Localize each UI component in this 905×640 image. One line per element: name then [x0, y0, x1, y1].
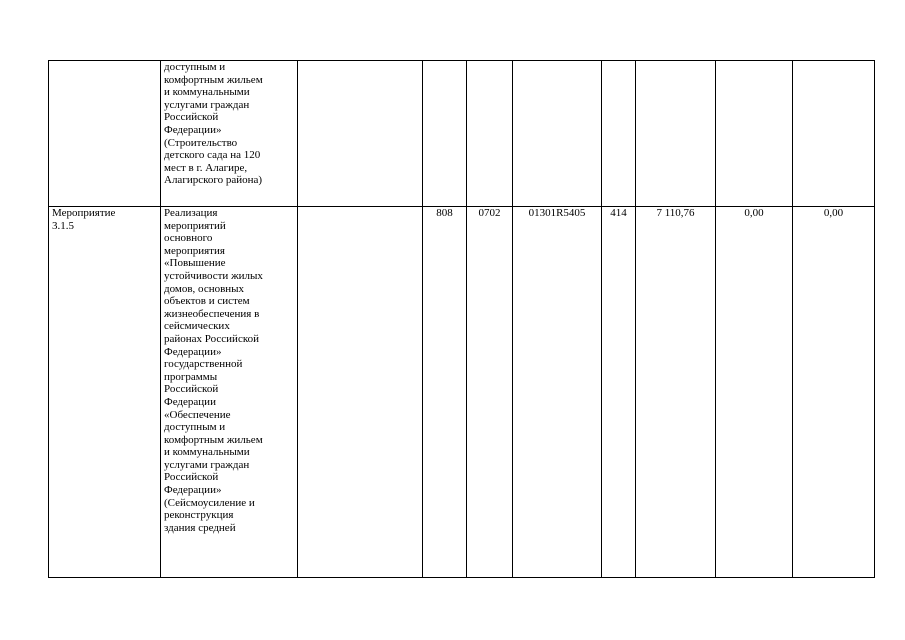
expense-type-cell — [602, 61, 636, 207]
section-code-cell — [467, 61, 513, 207]
section-code-cell: 0702 — [467, 207, 513, 578]
measure-description-cell: Реализация мероприятий основного мероприятия «Повышение устойчивости жилых домов, основных объектов и систем жизнеобеспечения в сейсмических районах Российской Федерации» государственной программы Российской Федерации «Обеспечение доступным и комфортным жильем и коммунальными услугами граждан Российской Федерации» (Сейсмоусиление и реконструкция здания средней — [161, 207, 298, 578]
amount-year2-cell — [716, 61, 793, 207]
expense-type-cell: 414 — [602, 207, 636, 578]
budget-table — [48, 60, 875, 578]
amount-year2-cell: 0,00 — [716, 207, 793, 578]
measure-id-cell — [49, 61, 161, 207]
amount-year1-cell — [636, 61, 716, 207]
target-article-cell: 01301R5405 — [513, 207, 602, 578]
executor-cell — [298, 207, 423, 578]
measure-description-cell: доступным и комфортным жильем и коммунальными услугами граждан Российской Федерации» (Строительство детского сада на 120 мест в г. Алагире, Алагирского района) — [161, 61, 298, 207]
amount-year1-cell: 7 110,76 — [636, 207, 716, 578]
table-row — [49, 61, 875, 207]
table-row — [49, 207, 875, 578]
amount-year3-cell — [793, 61, 875, 207]
executor-cell — [298, 61, 423, 207]
grbs-code-cell — [423, 61, 467, 207]
target-article-cell — [513, 61, 602, 207]
measure-id-cell: Мероприятие 3.1.5 — [49, 207, 161, 578]
grbs-code-cell: 808 — [423, 207, 467, 578]
amount-year3-cell: 0,00 — [793, 207, 875, 578]
